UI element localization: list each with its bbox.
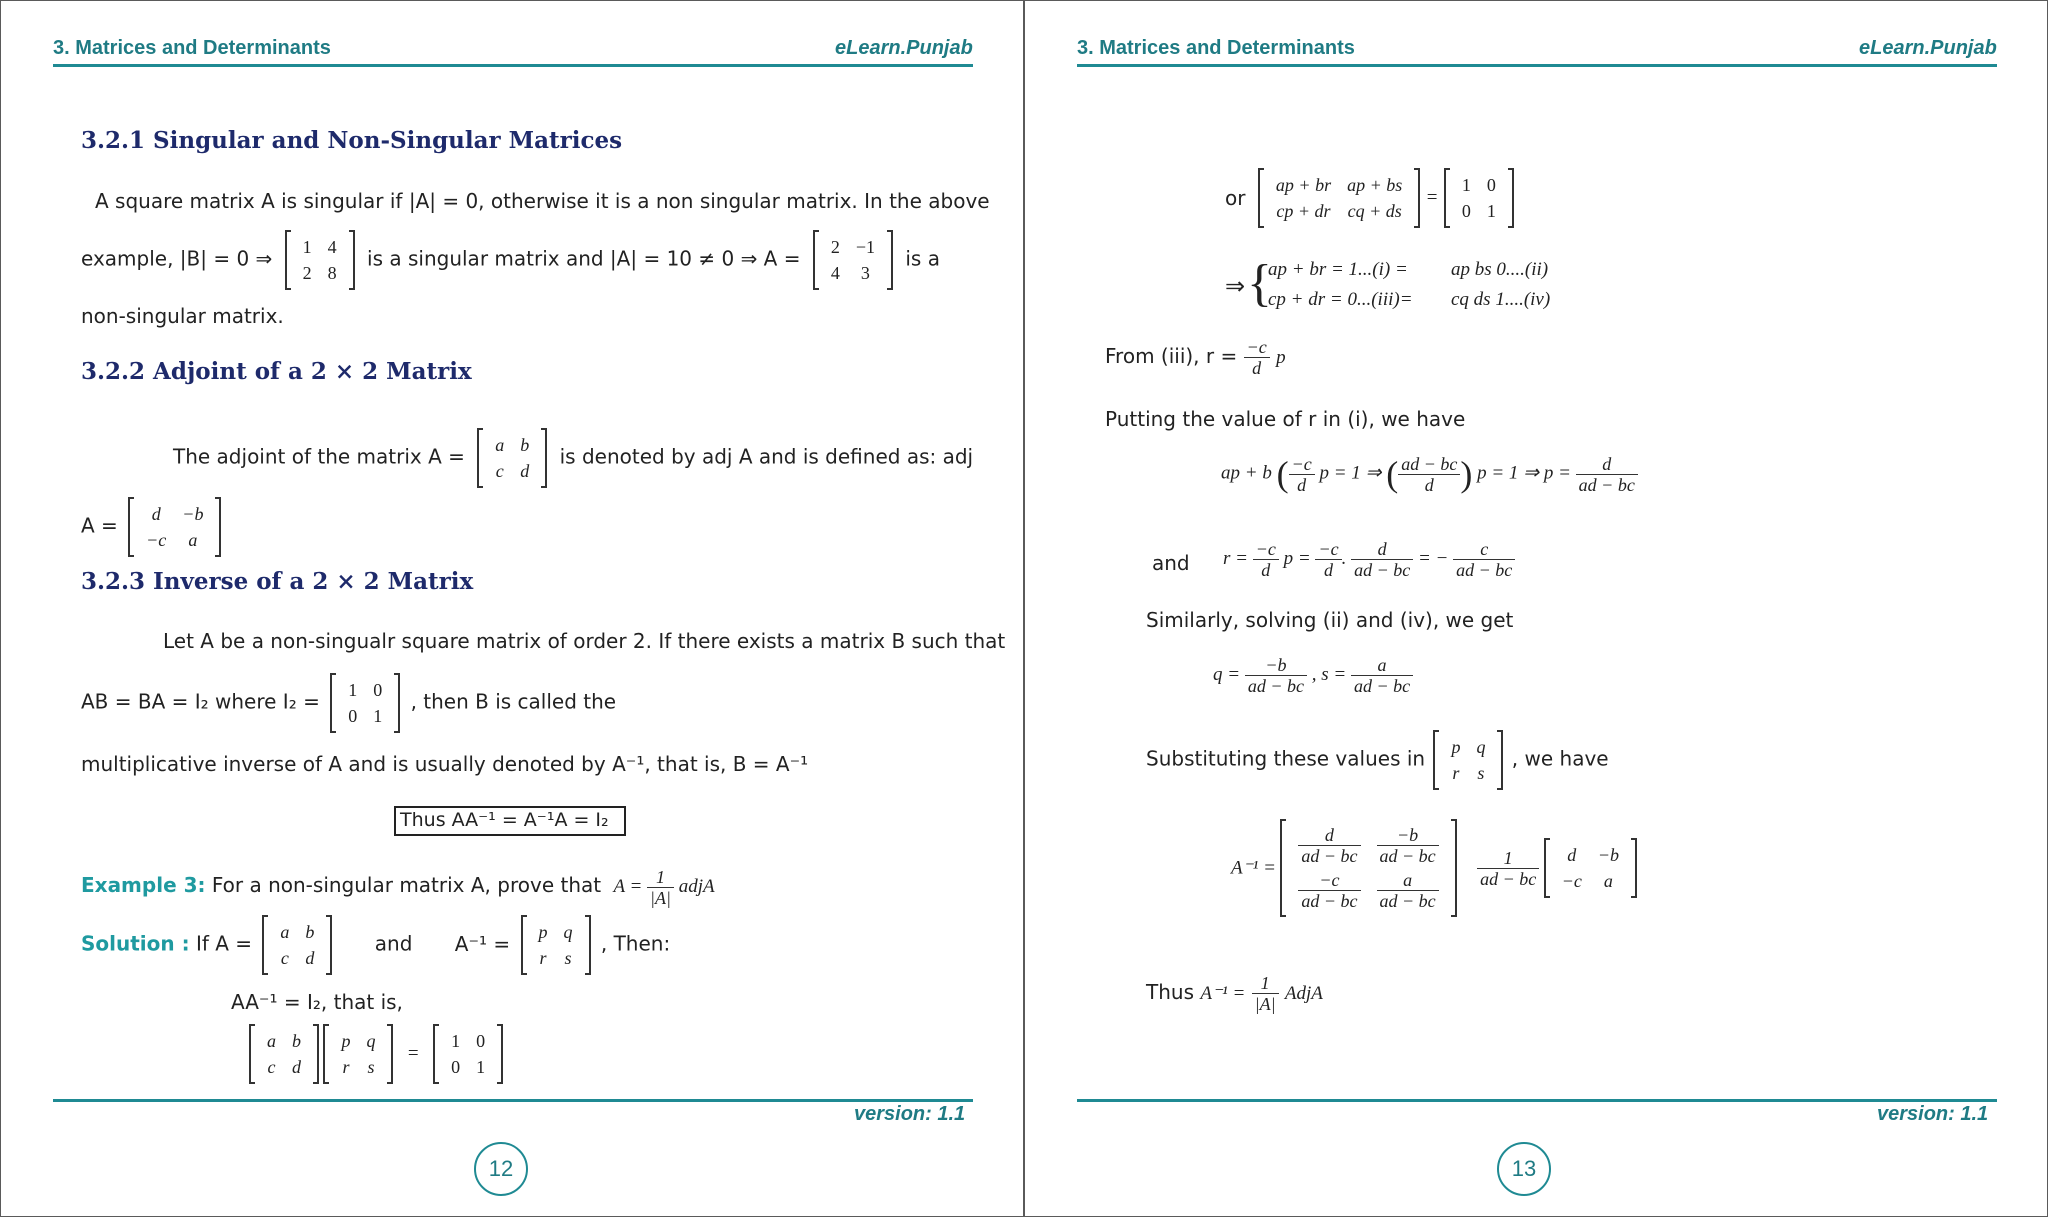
matrix-abcd-solution — [262, 916, 332, 974]
example-text-mid: is a singular matrix and |A| = 10 ≠ 0 ⇒ A = — [367, 246, 801, 271]
paragraph-singular-line3: non-singular matrix. — [81, 304, 284, 328]
solution-text: If A = — [195, 931, 253, 956]
formula-rhs: adjA — [678, 875, 715, 897]
or-label: or — [1225, 186, 1246, 210]
fraction — [1377, 870, 1439, 911]
expr: q = — [1213, 663, 1241, 685]
matrix-a — [813, 231, 893, 289]
fraction-numerator: −b — [1245, 655, 1307, 676]
expr: , s = — [1311, 663, 1347, 685]
fraction-denominator: d — [1261, 560, 1271, 580]
adjoint-text-2: is denoted by adj A and is defined as: adj — [559, 444, 974, 469]
matrix-cell: c — [495, 461, 504, 481]
matrix-cell: 0 — [451, 1057, 461, 1077]
matrix-cell: 1 — [302, 237, 312, 257]
fraction-denominator: ad − bc — [1354, 560, 1411, 580]
matrix-cell: 1 — [476, 1057, 486, 1077]
matrix-cell: p — [1451, 737, 1461, 757]
page-number-right: 13 — [1497, 1142, 1551, 1196]
example-formula — [613, 867, 715, 908]
substituting-text-2: , we have — [1511, 746, 1609, 771]
fraction-denominator: ad − bc — [1379, 891, 1436, 911]
similarly-line: Similarly, solving (ii) and (iv), we get — [1146, 608, 1514, 632]
fraction — [1298, 825, 1360, 866]
coefficient-fraction — [1477, 848, 1539, 889]
matrix-cell: c — [280, 948, 289, 968]
fraction — [1351, 655, 1413, 696]
ainv-lhs: A⁻¹ = — [1231, 857, 1276, 879]
paragraph-adjoint-line1 — [173, 429, 973, 487]
example-label: Example 3: — [81, 872, 206, 897]
fraction-denominator: ad − bc — [1379, 846, 1436, 866]
fraction-numerator: 1 — [647, 867, 674, 888]
fraction-numerator: ad − bc — [1398, 454, 1460, 475]
from-iii-line — [1105, 337, 1286, 378]
matrix-cell: 8 — [327, 263, 337, 283]
fraction — [1298, 870, 1360, 911]
paragraph-inverse-line1: Let A be a non-singualr square matrix of order 2. If there exists a matrix B such that — [163, 629, 1006, 653]
expr: p = 1 ⇒ — [1319, 462, 1382, 484]
fraction — [1289, 454, 1315, 495]
example-text: For a non-singular matrix A, prove that — [211, 872, 602, 897]
matrix-identity — [1444, 169, 1514, 227]
thus-lhs: A⁻¹ = — [1200, 983, 1246, 1004]
paren-open: ( — [1386, 454, 1399, 494]
fraction-numerator: a — [1351, 655, 1413, 676]
matrix-cell: d — [305, 948, 315, 968]
system-equation-2: ap bs 0....(ii) — [1451, 259, 1549, 280]
aa-inverse-line: AA⁻¹ = I₂, that is, — [231, 990, 403, 1014]
from-iii-text: From (iii), r = — [1105, 344, 1238, 368]
system-equation-1: ap + br = 1...(i) = — [1268, 259, 1408, 280]
matrix-cell: r — [342, 1057, 350, 1077]
section-heading-singular: 3.2.1 Singular and Non-Singular Matrices — [81, 127, 623, 154]
fraction-numerator: 1 — [1477, 848, 1539, 869]
product-equation — [1225, 169, 1514, 227]
inverse-text-2: , then B is called the — [410, 689, 617, 714]
equation-r-derivation: r = $\frac{-c}{d}$ p = $\frac{-c}{d}$ . $\frac{d}{ad - bc}$ = − $\frac{c}{ad - bc}$ — [1223, 539, 1515, 580]
header-chapter-title: 3. Matrices and Determinants — [53, 37, 331, 59]
matrix-adjoint-final — [1544, 839, 1637, 897]
matrix-cell: 0 — [348, 706, 358, 726]
equals-sign: = — [1426, 187, 1438, 208]
fraction-numerator: −c — [1289, 454, 1315, 475]
paragraph-adjoint-line2 — [81, 498, 221, 556]
matrix-adjoint — [128, 498, 221, 556]
matrix-cell: 0 — [373, 680, 383, 700]
matrix-cell: a — [280, 922, 290, 942]
matrix-cell: a — [1603, 871, 1613, 891]
matrix-pqrs — [1433, 731, 1503, 789]
matrix-cell: 4 — [327, 237, 337, 257]
header-brand: eLearn.Punjab — [835, 37, 973, 59]
putting-value-line: Putting the value of r in (i), we have — [1105, 407, 1466, 431]
matrix-cell: d — [292, 1057, 301, 1077]
thus-result-line — [1146, 973, 1323, 1014]
system-equation-4: cq ds 1....(iv) — [1451, 289, 1551, 310]
paragraph-inverse-line2 — [81, 674, 616, 732]
fraction — [1576, 454, 1638, 495]
matrix-product-result — [1258, 169, 1420, 227]
thus-rhs: AdjA — [1284, 983, 1323, 1004]
matrix-cell: cq + ds — [1347, 201, 1402, 221]
fraction-numerator: c — [1453, 539, 1515, 560]
fraction-numerator: −c — [1298, 870, 1360, 891]
matrix-cell: c — [267, 1057, 276, 1077]
fraction-numerator: −c — [1253, 539, 1279, 560]
equation-p-derivation — [1221, 453, 1638, 495]
system-brace: { — [1247, 255, 1272, 312]
fraction-denominator: d — [1252, 358, 1262, 378]
matrix-cell: −c — [146, 530, 167, 550]
matrix-cell: d — [151, 504, 161, 524]
fraction — [1253, 539, 1279, 580]
matrix-cell: s — [367, 1057, 375, 1077]
section-heading-inverse: 3.2.3 Inverse of a 2 × 2 Matrix — [81, 568, 474, 595]
fraction — [1377, 825, 1439, 866]
substituting-line — [1146, 731, 1609, 789]
fraction — [1244, 337, 1270, 378]
matrix-cell: b — [292, 1031, 301, 1051]
system-equation-3: cp + dr = 0...(iii)= — [1268, 289, 1413, 310]
matrix-cell: ap + br — [1275, 175, 1332, 195]
fraction-numerator: −b — [1377, 825, 1439, 846]
expr: r = — [1223, 547, 1248, 569]
page-right — [1025, 1, 2047, 1216]
variable-p: p — [1276, 347, 1286, 368]
example-text: example, |B| = 0 ⇒ — [81, 246, 273, 271]
fraction-numerator: d — [1298, 825, 1360, 846]
matrix-identity — [330, 674, 400, 732]
fraction — [1453, 539, 1515, 580]
matrix-cell: 0 — [1486, 175, 1496, 195]
matrix-cell: cp + dr — [1276, 201, 1331, 221]
footer-rule — [1077, 1099, 1997, 1102]
fraction-denominator: ad − bc — [1456, 560, 1513, 580]
equals-sign: = — [407, 1043, 419, 1064]
adjoint-a-label: A = — [81, 513, 118, 538]
header-chapter-title: 3. Matrices and Determinants — [1077, 37, 1355, 59]
fraction — [1245, 655, 1307, 696]
matrix-inverse-fractions — [1280, 820, 1456, 916]
fraction-denominator: d — [1324, 560, 1333, 580]
footer-version: version: 1.1 — [854, 1103, 966, 1125]
matrix-cell: 3 — [860, 263, 870, 283]
matrix-cell: p — [538, 922, 548, 942]
formula-lhs: A = — [613, 875, 643, 897]
section-heading-adjoint: 3.2.2 Adjoint of a 2 × 2 Matrix — [81, 358, 472, 385]
matrix-cell: 2 — [830, 237, 840, 257]
solution-then: , Then: — [600, 931, 671, 956]
matrix-cell: q — [563, 922, 573, 942]
fraction-numerator: −c — [1244, 337, 1270, 358]
paragraph-inverse-line3: multiplicative inverse of A and is usually denoted by A⁻¹, that is, B = A⁻¹ — [81, 752, 809, 776]
solution-line — [81, 916, 670, 974]
inverse-text: AB = BA = I₂ where I₂ = — [81, 689, 320, 714]
expr: p = — [1283, 547, 1311, 569]
matrix-cell: a — [495, 435, 505, 455]
fraction-numerator: d — [1576, 454, 1638, 475]
fraction-denominator: ad − bc — [1578, 474, 1635, 495]
matrix-cell: d — [520, 461, 530, 481]
matrix-cell: r — [1452, 763, 1460, 783]
fraction — [1351, 539, 1413, 580]
header-rule — [53, 64, 973, 67]
matrix-cell: 1 — [451, 1031, 461, 1051]
example-text-end: is a — [905, 246, 940, 271]
matrix-cell: −c — [1561, 871, 1582, 891]
matrix-cell: b — [520, 435, 530, 455]
fraction-numerator: a — [1377, 870, 1439, 891]
matrix-pqrs-product — [323, 1025, 393, 1083]
matrix-cell: ap + bs — [1347, 175, 1403, 195]
paragraph-singular-line1: A square matrix A is singular if |A| = 0, otherwise it is a non singular matrix. In the above — [95, 189, 990, 213]
fraction-denominator: d — [1297, 474, 1307, 495]
boxed-identity-text: Thus AA⁻¹ = A⁻¹A = I₂ — [400, 809, 609, 831]
fraction-numerator: d — [1351, 539, 1413, 560]
matrix-cell: 0 — [476, 1031, 486, 1051]
solution-and: and — [374, 931, 413, 956]
expr: p = 1 ⇒ p = — [1477, 462, 1571, 484]
system-arrow: ⇒ — [1225, 274, 1246, 300]
matrix-cell: d — [1567, 845, 1577, 865]
matrix-identity-product — [433, 1025, 503, 1083]
matrix-product-equation — [249, 1025, 503, 1083]
matrix-cell: 1 — [1486, 201, 1496, 221]
matrix-cell: s — [1477, 763, 1485, 783]
fraction — [1252, 973, 1279, 1014]
matrix-cell: −b — [1597, 845, 1619, 865]
page-number-left: 12 — [474, 1142, 528, 1196]
fraction-numerator: −c — [1315, 539, 1341, 560]
expr: ap + b — [1221, 462, 1272, 484]
footer-version: version: 1.1 — [1877, 1103, 1989, 1125]
and-label: and — [1152, 551, 1190, 575]
footer-rule — [53, 1099, 973, 1102]
fraction-denominator: |A| — [1254, 994, 1276, 1014]
matrix-cell: s — [564, 948, 572, 968]
matrix-b — [285, 231, 355, 289]
thus-label: Thus — [1146, 980, 1194, 1004]
matrix-cell: r — [539, 948, 547, 968]
matrix-cell: 2 — [302, 263, 312, 283]
fraction-denominator: ad − bc — [1480, 868, 1537, 889]
fraction-denominator: ad − bc — [1301, 891, 1358, 911]
paren-open: ( — [1276, 454, 1289, 494]
matrix-cell: 4 — [830, 263, 840, 283]
fraction-denominator: d — [1424, 474, 1434, 495]
example-3-line — [81, 867, 715, 908]
matrix-abcd-product — [249, 1025, 319, 1083]
matrix-cell: 0 — [1461, 201, 1471, 221]
matrix-cell: q — [1476, 737, 1486, 757]
header-rule — [1077, 64, 1997, 67]
solution-label: Solution : — [81, 931, 190, 956]
fraction — [1398, 454, 1460, 495]
matrix-cell: a — [188, 530, 198, 550]
formula-fraction — [647, 867, 674, 908]
matrix-cell: −b — [182, 504, 204, 524]
matrix-cell: q — [366, 1031, 376, 1051]
matrix-cell: a — [267, 1031, 276, 1051]
matrix-cell: 1 — [373, 706, 383, 726]
inverse-result-equation — [1231, 820, 1637, 916]
matrix-cell: 1 — [348, 680, 358, 700]
fraction-denominator: ad − bc — [1247, 676, 1304, 696]
expr: = − — [1417, 547, 1449, 569]
fraction-numerator: 1 — [1252, 973, 1279, 994]
matrix-cell: −1 — [855, 237, 875, 257]
fraction — [1315, 539, 1341, 580]
equation-q-s — [1213, 655, 1413, 696]
fraction-denominator: ad − bc — [1301, 846, 1358, 866]
adjoint-text: The adjoint of the matrix A = — [173, 444, 465, 469]
matrix-cell: 1 — [1461, 175, 1471, 195]
matrix-abcd — [477, 429, 547, 487]
solution-ainv: A⁻¹ = — [454, 931, 511, 956]
fraction-denominator: ad − bc — [1353, 676, 1411, 696]
matrix-cell: p — [341, 1031, 351, 1051]
matrix-pqrs — [521, 916, 591, 974]
page-left — [1, 1, 1023, 1216]
paragraph-singular-line2 — [81, 231, 940, 289]
paren-close: ) — [1460, 454, 1473, 494]
header-brand: eLearn.Punjab — [1859, 37, 1997, 59]
substituting-text: Substituting these values in — [1146, 746, 1426, 771]
fraction-denominator: |A| — [650, 888, 671, 908]
matrix-cell: b — [305, 922, 315, 942]
